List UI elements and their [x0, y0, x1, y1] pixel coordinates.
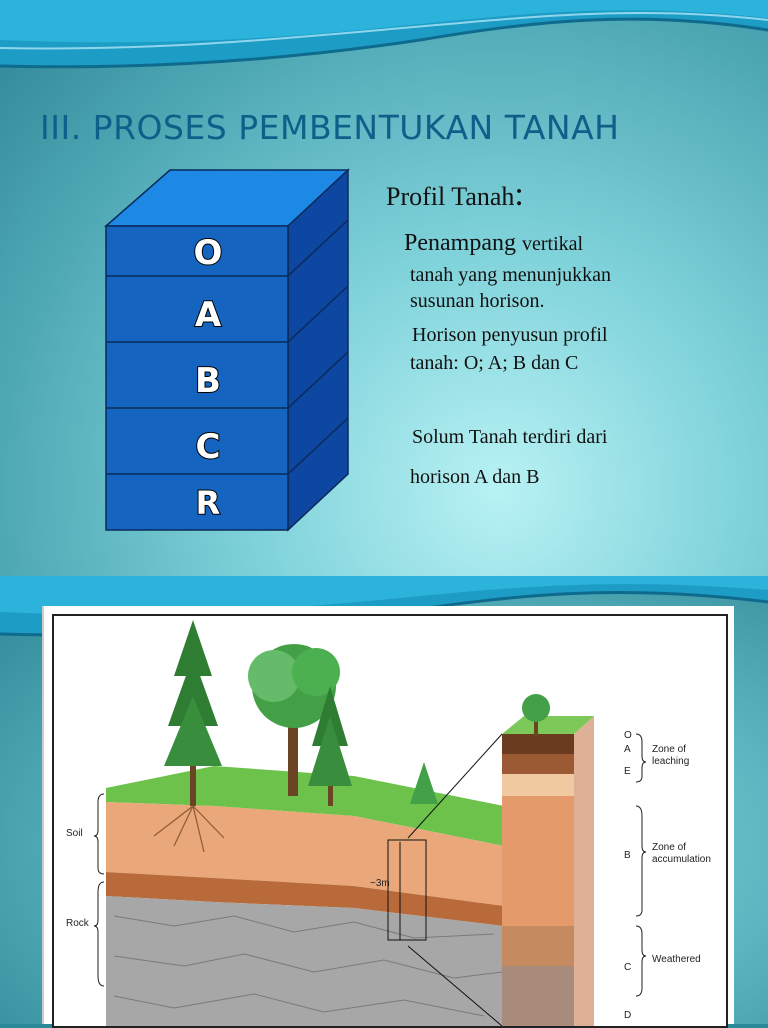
zone-accumulation-line2: accumulation [652, 854, 711, 865]
slide-title: III. PROSES PEMBENTUKAN TANAH [40, 108, 620, 147]
soil-profile-illustration [42, 606, 734, 1024]
header-wave [0, 0, 768, 90]
horizon-e-marker: E [624, 766, 631, 777]
soil-horizon-box [100, 166, 360, 536]
horizon-a-label: A [194, 295, 222, 335]
horizon-b-marker: B [624, 850, 631, 861]
definition-line-3: susunan horison. [410, 290, 545, 312]
profile-heading-colon: : [514, 176, 524, 213]
definition-word: Penampang [404, 230, 516, 256]
horizon-b-label: B [195, 361, 221, 401]
horizon-o-label: O [193, 233, 223, 273]
solum-line-1: Solum Tanah terdiri dari [412, 426, 608, 448]
horizon-line-1: Horison penyusun profil [412, 324, 608, 346]
definition-rest: vertikal [521, 233, 584, 255]
rock-label: Rock [66, 918, 89, 929]
zone-accumulation-line1: Zone of [652, 842, 686, 853]
horizon-c-marker: C [624, 962, 632, 973]
horizon-a-marker: A [624, 744, 631, 755]
horizon-line-2: tanah: O; A; B dan C [410, 352, 579, 374]
weathered-label: Weathered [652, 954, 701, 965]
solum-line-2: horison A dan B [410, 466, 540, 488]
depth-label: ~3m [370, 878, 390, 889]
small-tree-icon [410, 762, 438, 804]
zone-leaching-line1: Zone of [652, 744, 686, 755]
horizon-d-marker: D [624, 1010, 632, 1021]
profile-heading [386, 176, 524, 214]
zone-leaching-line2: leaching [652, 756, 690, 767]
definition-line-2: tanah yang menunjukkan [410, 264, 612, 286]
horizon-o-marker: O [624, 730, 632, 741]
definition-line [404, 230, 583, 257]
horizon-c-label: C [195, 427, 221, 467]
horizon-r-label: R [195, 484, 221, 522]
soil-label: Soil [66, 828, 83, 839]
profile-heading-text: Profil Tanah [386, 182, 515, 211]
illustration-canvas [52, 614, 728, 1028]
